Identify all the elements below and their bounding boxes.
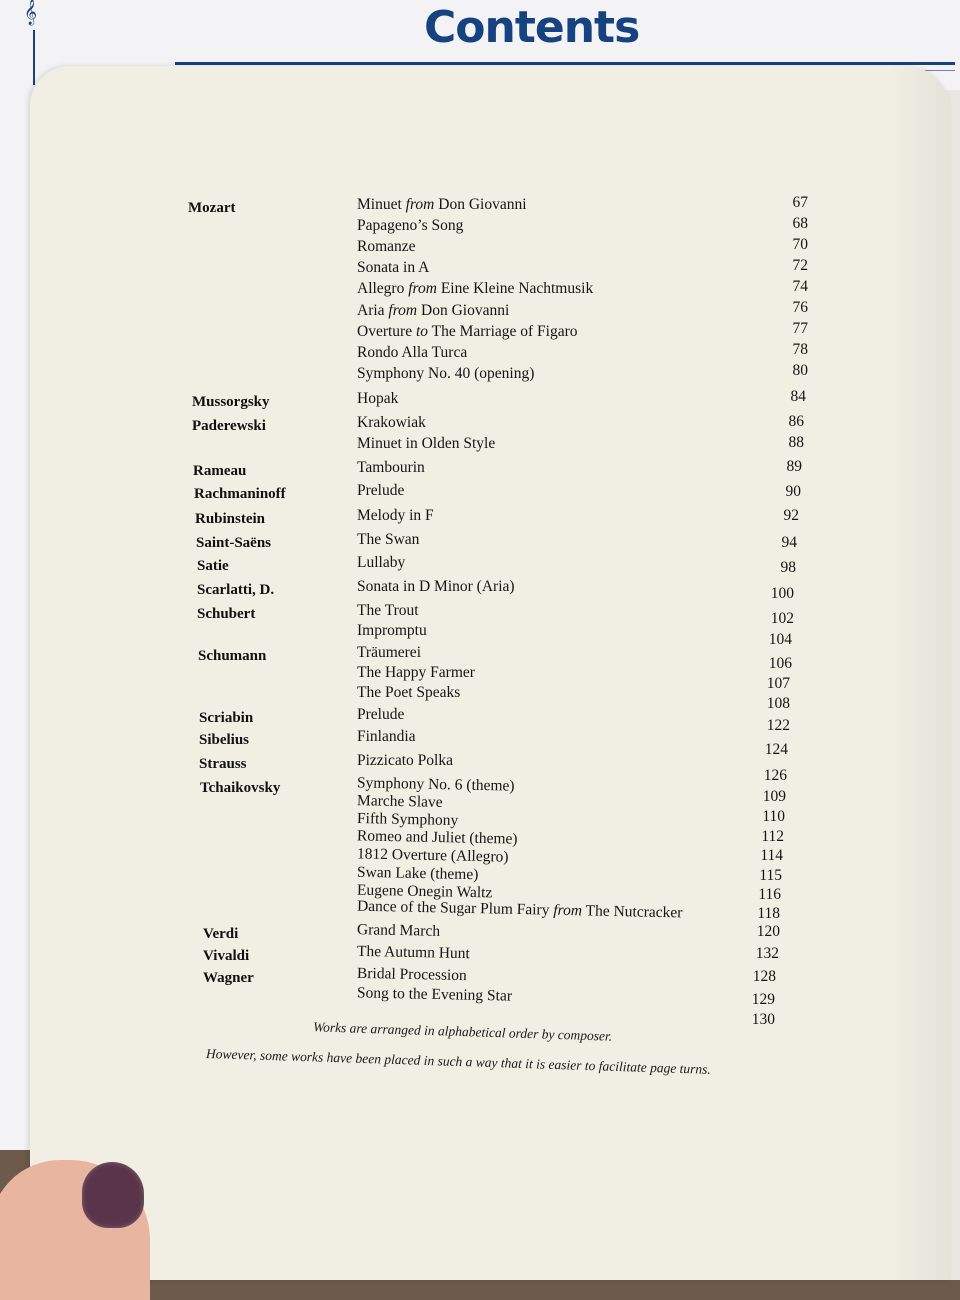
work-title [357, 792, 443, 812]
composer-name: Strauss [199, 756, 247, 772]
page-number: 72 [792, 257, 808, 274]
composer-name: Schumann [198, 648, 267, 664]
composer-name: Scarlatti, D. [197, 582, 275, 598]
work-title-text: The Trout [357, 602, 419, 619]
page-number: 100 [770, 585, 794, 602]
work-title-text: The Swan [357, 531, 420, 548]
composer-name: Saint-Saëns [196, 535, 272, 551]
work-title-text: Papageno’s Song [357, 217, 464, 234]
work-title [357, 706, 404, 724]
work-title-text: The Nutcracker [581, 902, 683, 922]
work-title [357, 238, 416, 256]
work-title-text: Symphony No. 6 (theme) [356, 774, 515, 795]
composer-name: Paderewski [192, 418, 266, 434]
work-title [357, 984, 512, 1005]
page-number: 130 [751, 1011, 775, 1028]
work-title-text: The Autumn Hunt [356, 942, 470, 963]
work-title [357, 644, 421, 662]
work-title-italic: from [388, 302, 418, 319]
page-number: 90 [785, 483, 801, 500]
work-title-text: Overture [357, 323, 416, 340]
page-number: 104 [768, 631, 792, 648]
page-number: 132 [755, 945, 779, 962]
page-number: 109 [762, 788, 786, 805]
composer-name: Rameau [193, 463, 247, 479]
work-title-text: Melody in F [357, 507, 434, 524]
work-title-italic: from [553, 901, 583, 920]
work-title-text: Eugene Onegin Waltz [356, 881, 493, 902]
work-title [357, 507, 434, 525]
contents-heading: Contents [424, 2, 640, 53]
footnote-line-1: Works are arranged in alphabetical order by composer. [312, 1019, 613, 1044]
work-title [357, 365, 534, 383]
footnote-line-2: However, some works have been placed in such a way that it is easier to facilitate page turns. [205, 1046, 712, 1077]
work-title [357, 217, 463, 235]
page-number: 86 [788, 413, 804, 430]
work-title-text: Fifth Symphony [356, 809, 459, 830]
work-title-text: Eine Kleine Nachtmusik [436, 280, 594, 297]
page-number: 88 [788, 434, 804, 451]
work-title-text: 1812 Overture (Allegro) [356, 845, 509, 866]
page-number: 114 [760, 847, 783, 864]
work-title-text: Rondo Alla Turca [357, 344, 468, 361]
work-title [357, 602, 419, 620]
page-number: 118 [757, 905, 780, 922]
page-number: 78 [792, 341, 808, 358]
work-title-text: Symphony No. 40 (opening) [357, 365, 535, 382]
work-title-text: Romeo and Juliet (theme) [356, 827, 518, 848]
work-title-text: Aria [357, 302, 389, 319]
page-number: 94 [781, 534, 797, 551]
work-title-text: Don Giovanni [417, 302, 510, 319]
work-title-text: Tambourin [357, 459, 425, 476]
work-title-text: The Happy Farmer [357, 664, 475, 681]
work-title [357, 752, 453, 770]
page-number: 115 [759, 867, 782, 884]
page-number: 129 [751, 991, 775, 1008]
page-number: 68 [792, 215, 808, 232]
page-number: 107 [766, 675, 790, 692]
work-title-text: The Marriage of Figaro [428, 323, 578, 340]
composer-name: Rubinstein [195, 511, 266, 527]
work-title [357, 196, 527, 214]
work-title [357, 554, 405, 572]
work-title-text: Sonata in D Minor (Aria) [357, 578, 515, 595]
page-number: 70 [792, 236, 808, 253]
page-number: 77 [792, 320, 808, 337]
page-number: 106 [768, 655, 792, 672]
work-title [357, 921, 440, 941]
page-number: 128 [752, 968, 776, 985]
composer-name: Wagner [203, 970, 254, 986]
page-number: 122 [766, 717, 790, 734]
composer-name: Scriabin [199, 710, 254, 726]
work-title [357, 435, 495, 453]
composer-name: Tchaikovsky [200, 780, 281, 796]
composer-name: Satie [197, 558, 229, 574]
work-title [357, 684, 460, 702]
page-number: 108 [766, 695, 790, 712]
work-title [357, 414, 426, 432]
work-title-text: Prelude [357, 482, 405, 499]
composer-name: Mussorgsky [192, 394, 270, 410]
work-title [357, 622, 427, 640]
page-number: 98 [780, 559, 796, 576]
work-title [357, 898, 683, 923]
work-title-text: Hopak [357, 390, 399, 407]
page-number: 74 [792, 278, 808, 295]
work-title-text: The Poet Speaks [357, 684, 461, 701]
work-title [357, 459, 425, 477]
work-title [357, 280, 593, 298]
work-title [357, 531, 419, 549]
painted-fingernail [82, 1162, 144, 1228]
composer-name: Schubert [197, 606, 256, 622]
page-number: 120 [756, 923, 780, 940]
work-title-text: Minuet [357, 196, 406, 213]
work-title-italic: to [415, 323, 429, 340]
work-title [357, 323, 578, 341]
page-number: 92 [783, 507, 799, 524]
work-title [357, 302, 509, 320]
treble-clef-icon: 𝄞 [24, 0, 38, 25]
work-title-text: Lullaby [357, 554, 406, 571]
page-number: 126 [763, 767, 787, 784]
work-title-text: Träumerei [357, 644, 421, 661]
work-title [357, 965, 467, 985]
contents-page [30, 66, 950, 1280]
page-number: 124 [764, 741, 788, 758]
page-number: 89 [786, 458, 802, 475]
page-number: 110 [762, 808, 785, 825]
work-title-italic: from [405, 196, 435, 213]
work-title-text: Marche Slave [356, 792, 443, 811]
work-title [357, 482, 404, 500]
work-title [357, 390, 398, 408]
heading-rule [175, 62, 955, 65]
work-title [357, 943, 470, 963]
work-title-text: Prelude [357, 706, 405, 723]
work-title-text: Romanze [357, 238, 416, 255]
work-title-text: Bridal Procession [356, 964, 467, 985]
decorative-line [33, 30, 35, 85]
page-number: 112 [761, 828, 784, 845]
page-number: 116 [758, 886, 781, 903]
work-title [357, 728, 416, 746]
work-title [357, 578, 515, 596]
work-title [357, 664, 475, 682]
composer-name: Mozart [188, 200, 236, 216]
work-title-text: Don Giovanni [434, 196, 527, 213]
composer-name: Rachmaninoff [194, 486, 286, 502]
work-title [357, 259, 429, 277]
composer-name: Verdi [203, 926, 239, 942]
composer-name: Sibelius [199, 732, 250, 748]
page-number: 84 [790, 388, 806, 405]
work-title [357, 344, 467, 362]
work-title-text: Swan Lake (theme) [356, 863, 479, 884]
work-title-text: Sonata in A [357, 259, 430, 276]
work-title-italic: from [408, 280, 437, 297]
page-number: 67 [792, 194, 808, 211]
composer-name: Vivaldi [203, 948, 250, 964]
work-title-text: Allegro [357, 280, 409, 297]
page-number: 76 [792, 299, 808, 316]
work-title-text: Dance of the Sugar Plum Fairy [356, 897, 554, 919]
work-title-text: Finlandia [357, 728, 416, 745]
work-title-text: Impromptu [357, 622, 427, 639]
work-title-text: Grand March [356, 921, 441, 940]
page-number: 80 [792, 362, 808, 379]
work-title-text: Song to the Evening Star [356, 984, 513, 1005]
work-title-text: Pizzicato Polka [357, 752, 453, 769]
page-number: 102 [770, 610, 794, 627]
work-title-text: Minuet in Olden Style [357, 435, 496, 452]
work-title-text: Krakowiak [357, 414, 426, 431]
